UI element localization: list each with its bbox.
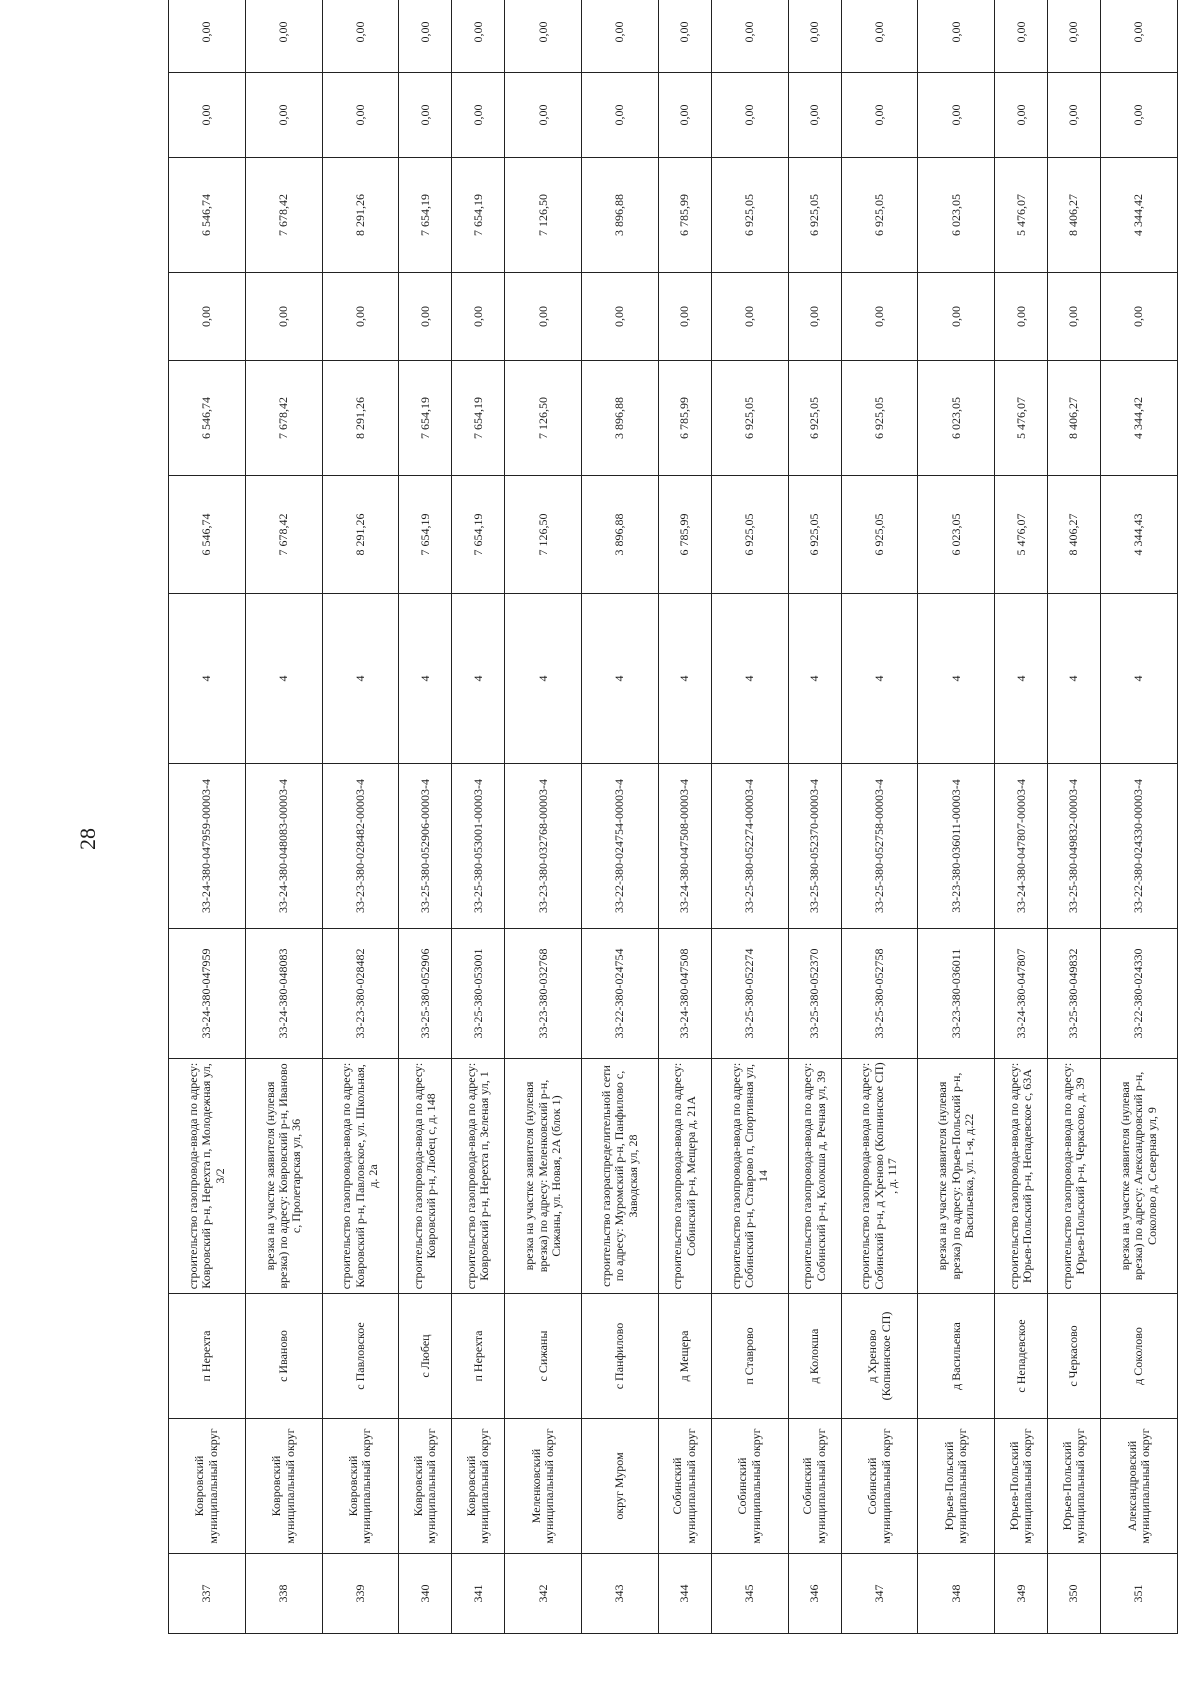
cost-col-2-cell: 6 925,05 [788, 361, 841, 476]
cadastral-code-cell: 33-24-380-047807 [995, 929, 1048, 1059]
municipality-cell: Меленковский муниципальный округ [505, 1419, 582, 1554]
cost-col-4-cell: 8 291,26 [322, 158, 399, 273]
municipality-cell: Юрьев-Польский муниципальный округ [995, 1419, 1048, 1554]
cost-col-5-cell: 0,00 [711, 73, 788, 158]
category-cell: 4 [1048, 594, 1101, 764]
contract-number-cell: 33-22-380-024754-00003-4 [582, 764, 659, 929]
cost-col-4-cell: 7 126,50 [505, 158, 582, 273]
cadastral-code-cell: 33-25-380-052370 [788, 929, 841, 1059]
cost-col-2-cell: 8 291,26 [322, 361, 399, 476]
category-cell: 4 [505, 594, 582, 764]
cost-col-5-cell: 0,00 [452, 73, 505, 158]
cost-col-5-cell: 0,00 [995, 73, 1048, 158]
total-cost-cell: 6 785,99 [658, 476, 711, 594]
cost-col-6-cell: 0,00 [245, 0, 322, 73]
municipality-cell: Собинский муниципальный округ [788, 1419, 841, 1554]
settlement-cell: п Нерехта [452, 1294, 505, 1419]
row-number-cell: 341 [452, 1554, 505, 1634]
cost-col-5-cell: 0,00 [322, 73, 399, 158]
table-row [841, 0, 918, 1634]
settlement-cell: п Ставрово [711, 1294, 788, 1419]
cost-col-2-cell: 7 678,42 [245, 361, 322, 476]
cadastral-code-cell: 33-22-380-024754 [582, 929, 659, 1059]
contract-number-cell: 33-25-380-049832-00003-4 [1048, 764, 1101, 929]
total-cost-cell: 7 654,19 [452, 476, 505, 594]
contract-number-cell: 33-25-380-052274-00003-4 [711, 764, 788, 929]
municipality-cell: округ Муром [582, 1419, 659, 1554]
row-number-cell: 338 [245, 1554, 322, 1634]
row-number-cell: 346 [788, 1554, 841, 1634]
settlement-cell: д Хреново (Копнинское СП) [841, 1294, 918, 1419]
contract-number-cell: 33-24-380-048083-00003-4 [245, 764, 322, 929]
category-cell: 4 [322, 594, 399, 764]
municipality-cell: Собинский муниципальный округ [658, 1419, 711, 1554]
cost-col-6-cell: 0,00 [399, 0, 452, 73]
work-description-cell: врезка на участке заявителя (нулевая врезка) по адресу: Меленковский р-н, Сижаны, ул. Новая, 2А (блок 1) [505, 1059, 582, 1294]
contract-number-cell: 33-25-380-052906-00003-4 [399, 764, 452, 929]
work-description-cell: строительство газораспределительной сети по адресу: Муромский р-н, Панфилово с, Заводская ул, 28 [582, 1059, 659, 1294]
cost-col-6-cell: 0,00 [1101, 0, 1178, 73]
cost-col-2-cell: 6 925,05 [711, 361, 788, 476]
row-number-cell: 343 [582, 1554, 659, 1634]
table-row [169, 0, 246, 1634]
settlement-cell: с Любец [399, 1294, 452, 1419]
row-number-cell: 351 [1101, 1554, 1178, 1634]
cost-col-2-cell: 3 896,88 [582, 361, 659, 476]
municipality-cell: Собинский муниципальный округ [711, 1419, 788, 1554]
category-cell: 4 [841, 594, 918, 764]
total-cost-cell: 8 406,27 [1048, 476, 1101, 594]
cost-col-4-cell: 7 654,19 [399, 158, 452, 273]
municipality-cell: Ковровский муниципальный округ [452, 1419, 505, 1554]
cost-col-2-cell: 6 023,05 [918, 361, 995, 476]
row-number-cell: 337 [169, 1554, 246, 1634]
cadastral-code-cell: 33-25-380-052274 [711, 929, 788, 1059]
category-cell: 4 [788, 594, 841, 764]
cadastral-code-cell: 33-23-380-028482 [322, 929, 399, 1059]
total-cost-cell: 6 023,05 [918, 476, 995, 594]
contract-number-cell: 33-25-380-052370-00003-4 [788, 764, 841, 929]
total-cost-cell: 6 925,05 [841, 476, 918, 594]
cost-col-3-cell: 0,00 [399, 273, 452, 361]
cost-col-3-cell: 0,00 [841, 273, 918, 361]
cost-col-2-cell: 4 344,42 [1101, 361, 1178, 476]
cost-col-4-cell: 5 476,07 [995, 158, 1048, 273]
cadastral-code-cell: 33-25-380-052906 [399, 929, 452, 1059]
municipality-cell: Юрьев-Польский муниципальный округ [918, 1419, 995, 1554]
settlement-cell: д Соколово [1101, 1294, 1178, 1419]
category-cell: 4 [918, 594, 995, 764]
row-number-cell: 348 [918, 1554, 995, 1634]
cadastral-code-cell: 33-25-380-052758 [841, 929, 918, 1059]
cost-col-5-cell: 0,00 [245, 73, 322, 158]
work-description-cell: строительство газопровода-ввода по адресу: Собинский р-н, Ставрово п, Спортивная ул, 14 [711, 1059, 788, 1294]
municipality-cell: Александровский муниципальный округ [1101, 1419, 1178, 1554]
cost-col-5-cell: 0,00 [788, 73, 841, 158]
total-cost-cell: 7 654,19 [399, 476, 452, 594]
rotated-table-wrapper [168, 21, 1178, 1634]
table-row [1048, 0, 1101, 1634]
table-row [582, 0, 659, 1634]
settlement-cell: с Иваново [245, 1294, 322, 1419]
municipality-cell: Ковровский муниципальный округ [245, 1419, 322, 1554]
cost-col-6-cell: 0,00 [582, 0, 659, 73]
cost-col-5-cell: 0,00 [582, 73, 659, 158]
cost-col-4-cell: 7 654,19 [452, 158, 505, 273]
cost-col-5-cell: 0,00 [1101, 73, 1178, 158]
settlement-cell: п Нерехта [169, 1294, 246, 1419]
table-row [399, 0, 452, 1634]
page-number: 28 [75, 828, 100, 850]
cost-col-3-cell: 0,00 [788, 273, 841, 361]
cost-col-3-cell: 0,00 [658, 273, 711, 361]
cost-col-4-cell: 6 023,05 [918, 158, 995, 273]
cost-col-2-cell: 7 654,19 [399, 361, 452, 476]
cost-col-3-cell: 0,00 [1101, 273, 1178, 361]
work-description-cell: строительство газопровода-ввода по адресу: Собинский р-н, Колокша д, Речная ул, 39 [788, 1059, 841, 1294]
work-description-cell: врезка на участке заявителя (нулевая врезка) по адресу: Ковровский р-н, Иваново с, Пролетарская ул, 36 [245, 1059, 322, 1294]
category-cell: 4 [1101, 594, 1178, 764]
cost-col-6-cell: 0,00 [918, 0, 995, 73]
cost-col-6-cell: 0,00 [995, 0, 1048, 73]
cost-col-3-cell: 0,00 [452, 273, 505, 361]
cadastral-code-cell: 33-23-380-036011 [918, 929, 995, 1059]
cost-col-4-cell: 6 546,74 [169, 158, 246, 273]
row-number-cell: 339 [322, 1554, 399, 1634]
cost-col-3-cell: 0,00 [582, 273, 659, 361]
table-row [658, 0, 711, 1634]
row-number-cell: 347 [841, 1554, 918, 1634]
work-description-cell: строительство газопровода-ввода по адресу: Собинский р-н, д Хреново (Копнинское СП) , д. 117 [841, 1059, 918, 1294]
cost-col-4-cell: 8 406,27 [1048, 158, 1101, 273]
settlement-cell: с Панфилово [582, 1294, 659, 1419]
table-row [918, 0, 995, 1634]
cadastral-code-cell: 33-24-380-047959 [169, 929, 246, 1059]
cost-col-4-cell: 6 925,05 [788, 158, 841, 273]
cadastral-code-cell: 33-25-380-049832 [1048, 929, 1101, 1059]
settlement-cell: д Васильевка [918, 1294, 995, 1419]
category-cell: 4 [399, 594, 452, 764]
total-cost-cell: 6 925,05 [788, 476, 841, 594]
cost-col-6-cell: 0,00 [505, 0, 582, 73]
cost-col-6-cell: 0,00 [788, 0, 841, 73]
total-cost-cell: 6 925,05 [711, 476, 788, 594]
category-cell: 4 [452, 594, 505, 764]
cost-col-5-cell: 0,00 [918, 73, 995, 158]
work-description-cell: врезка на участке заявителя (нулевая врезка) по адресу: Александровский р-н, Соколово д, Северная ул, 9 [1101, 1059, 1178, 1294]
municipality-cell: Собинский муниципальный округ [841, 1419, 918, 1554]
cost-col-6-cell: 0,00 [1048, 0, 1101, 73]
cost-col-6-cell: 0,00 [841, 0, 918, 73]
cost-col-4-cell: 7 678,42 [245, 158, 322, 273]
cost-col-4-cell: 6 785,99 [658, 158, 711, 273]
row-number-cell: 340 [399, 1554, 452, 1634]
municipality-cell: Ковровский муниципальный округ [322, 1419, 399, 1554]
total-cost-cell: 7 126,50 [505, 476, 582, 594]
settlement-cell: д Колокша [788, 1294, 841, 1419]
cost-col-6-cell: 0,00 [711, 0, 788, 73]
cadastral-code-cell: 33-24-380-048083 [245, 929, 322, 1059]
category-cell: 4 [658, 594, 711, 764]
cost-col-5-cell: 0,00 [841, 73, 918, 158]
work-description-cell: строительство газопровода-ввода по адресу: Собинский р-н, Мещера д, 21А [658, 1059, 711, 1294]
row-number-cell: 344 [658, 1554, 711, 1634]
total-cost-cell: 7 678,42 [245, 476, 322, 594]
municipality-cell: Ковровский муниципальный округ [169, 1419, 246, 1554]
cost-col-3-cell: 0,00 [1048, 273, 1101, 361]
contract-number-cell: 33-23-380-036011-00003-4 [918, 764, 995, 929]
cost-col-6-cell: 0,00 [169, 0, 246, 73]
cost-col-6-cell: 0,00 [452, 0, 505, 73]
category-cell: 4 [995, 594, 1048, 764]
total-cost-cell: 5 476,07 [995, 476, 1048, 594]
total-cost-cell: 8 291,26 [322, 476, 399, 594]
settlement-cell: с Павловское [322, 1294, 399, 1419]
settlement-cell: с Сижаны [505, 1294, 582, 1419]
row-number-cell: 349 [995, 1554, 1048, 1634]
contract-number-cell: 33-24-380-047959-00003-4 [169, 764, 246, 929]
category-cell: 4 [169, 594, 246, 764]
cost-col-3-cell: 0,00 [245, 273, 322, 361]
category-cell: 4 [245, 594, 322, 764]
contract-number-cell: 33-25-380-053001-00003-4 [452, 764, 505, 929]
table-row [1101, 0, 1178, 1634]
table-row [711, 0, 788, 1634]
cost-col-2-cell: 8 406,27 [1048, 361, 1101, 476]
cost-col-3-cell: 0,00 [505, 273, 582, 361]
cost-col-4-cell: 3 896,88 [582, 158, 659, 273]
work-description-cell: строительство газопровода-ввода по адресу: Ковровский р-н, Нерехта п, Зеленая ул, 1 [452, 1059, 505, 1294]
work-description-cell: врезка на участке заявителя (нулевая врезка) по адресу: Юрьев-Польский р-н, Васильевка, ул. 1-я, д.22 [918, 1059, 995, 1294]
row-number-cell: 342 [505, 1554, 582, 1634]
cost-col-3-cell: 0,00 [918, 273, 995, 361]
cost-col-6-cell: 0,00 [322, 0, 399, 73]
cadastral-code-cell: 33-23-380-032768 [505, 929, 582, 1059]
cost-col-3-cell: 0,00 [711, 273, 788, 361]
cadastral-code-cell: 33-24-380-047508 [658, 929, 711, 1059]
cost-col-6-cell: 0,00 [658, 0, 711, 73]
table-body [169, 0, 1178, 1634]
cost-col-2-cell: 5 476,07 [995, 361, 1048, 476]
cadastral-code-cell: 33-22-380-024330 [1101, 929, 1178, 1059]
cadastral-code-cell: 33-25-380-053001 [452, 929, 505, 1059]
cost-col-5-cell: 0,00 [399, 73, 452, 158]
cost-col-3-cell: 0,00 [322, 273, 399, 361]
category-cell: 4 [711, 594, 788, 764]
cost-col-5-cell: 0,00 [505, 73, 582, 158]
work-description-cell: строительство газопровода-ввода по адресу: Ковровский р-н, Нерехта п, Молодежная ул, 3/2 [169, 1059, 246, 1294]
work-description-cell: строительство газопровода-ввода по адресу: Юрьев-Польский р-н, Непадевское с, 63А [995, 1059, 1048, 1294]
table-row [995, 0, 1048, 1634]
cost-col-2-cell: 6 785,99 [658, 361, 711, 476]
contract-number-cell: 33-23-380-032768-00003-4 [505, 764, 582, 929]
work-description-cell: строительство газопровода-ввода по адресу: Ковровский р-н, Любец с, д. 148 [399, 1059, 452, 1294]
table-row [788, 0, 841, 1634]
settlement-cell: д Мещера [658, 1294, 711, 1419]
contract-number-cell: 33-23-380-028482-00003-4 [322, 764, 399, 929]
cost-col-2-cell: 7 654,19 [452, 361, 505, 476]
contract-number-cell: 33-24-380-047807-00003-4 [995, 764, 1048, 929]
cost-col-3-cell: 0,00 [995, 273, 1048, 361]
cost-col-3-cell: 0,00 [169, 273, 246, 361]
municipality-cell: Ковровский муниципальный округ [399, 1419, 452, 1554]
settlement-cell: с Непадевское [995, 1294, 1048, 1419]
settlement-cell: с Черкасово [1048, 1294, 1101, 1419]
cost-col-5-cell: 0,00 [658, 73, 711, 158]
row-number-cell: 345 [711, 1554, 788, 1634]
cost-col-2-cell: 6 925,05 [841, 361, 918, 476]
cost-col-2-cell: 7 126,50 [505, 361, 582, 476]
contract-number-cell: 33-24-380-047508-00003-4 [658, 764, 711, 929]
total-cost-cell: 3 896,88 [582, 476, 659, 594]
table-row [505, 0, 582, 1634]
cost-col-5-cell: 0,00 [1048, 73, 1101, 158]
cost-col-5-cell: 0,00 [169, 73, 246, 158]
table-row [245, 0, 322, 1634]
row-number-cell: 350 [1048, 1554, 1101, 1634]
total-cost-cell: 6 546,74 [169, 476, 246, 594]
work-description-cell: строительство газопровода-ввода по адресу: Юрьев-Польский р-н, Черкасово, д. 39 [1048, 1059, 1101, 1294]
contract-number-cell: 33-22-380-024330-00003-4 [1101, 764, 1178, 929]
cost-col-2-cell: 6 546,74 [169, 361, 246, 476]
cost-col-4-cell: 6 925,05 [711, 158, 788, 273]
municipality-cell: Юрьев-Польский муниципальный округ [1048, 1419, 1101, 1554]
table-row [452, 0, 505, 1634]
category-cell: 4 [582, 594, 659, 764]
cost-col-4-cell: 6 925,05 [841, 158, 918, 273]
work-description-cell: строительство газопровода-ввода по адресу: Ковровский р-н, Павловское, ул. Школьная, д. 2а [322, 1059, 399, 1294]
table-row [322, 0, 399, 1634]
total-cost-cell: 4 344,43 [1101, 476, 1178, 594]
data-table [168, 0, 1178, 1634]
cost-col-4-cell: 4 344,42 [1101, 158, 1178, 273]
contract-number-cell: 33-25-380-052758-00003-4 [841, 764, 918, 929]
